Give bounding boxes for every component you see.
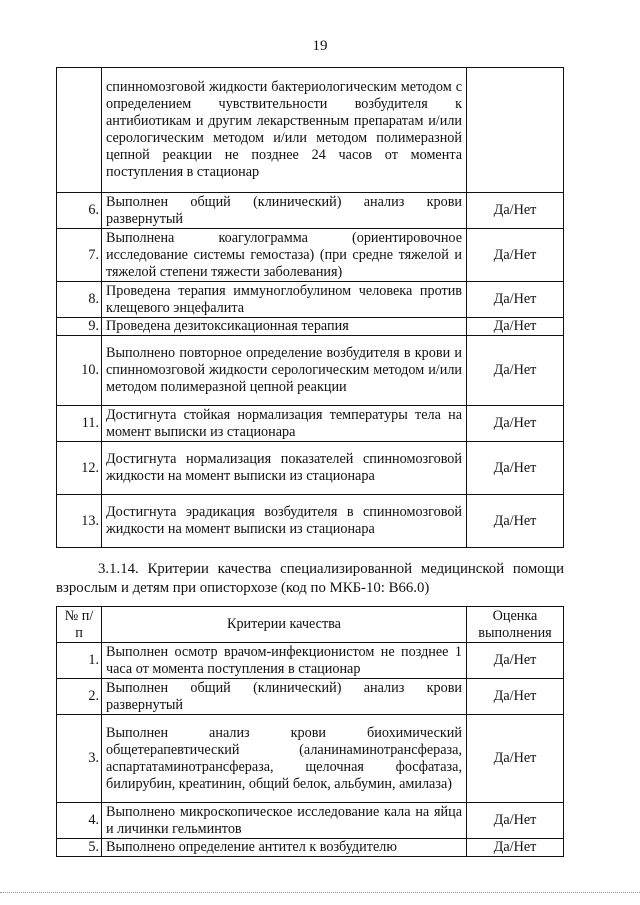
row-result	[467, 68, 564, 193]
row-result: Да/Нет	[467, 282, 564, 318]
row-number: 3.	[57, 715, 102, 803]
row-criterion: Достигнута стойкая нормализация температуры тела на момент выписки из стационара	[102, 406, 467, 442]
row-criterion: Выполнен анализ крови биохимический общетерапевтический (аланинаминотрансфераза, аспартатаминотрансфераза, щелочная фосфатаза, билирубин, креатинин, общий белок, альбумин, амилаза)	[102, 715, 467, 803]
row-criterion: Выполнено микроскопическое исследование кала на яйца и личинки гельминтов	[102, 803, 467, 839]
row-result: Да/Нет	[467, 229, 564, 282]
table-row	[57, 715, 564, 803]
row-number: 2.	[57, 679, 102, 715]
row-number: 6.	[57, 193, 102, 229]
row-number: 13.	[57, 495, 102, 548]
table-row	[57, 442, 564, 495]
row-result: Да/Нет	[467, 839, 564, 857]
row-number: 10.	[57, 336, 102, 406]
table-row	[57, 643, 564, 679]
table-row	[57, 336, 564, 406]
row-result: Да/Нет	[467, 318, 564, 336]
row-criterion: Достигнута нормализация показателей спинномозговой жидкости на момент выписки из стационара	[102, 442, 467, 495]
row-criterion: Достигнута эрадикация возбудителя в спинномозговой жидкости на момент выписки из стационара	[102, 495, 467, 548]
row-result: Да/Нет	[467, 336, 564, 406]
row-number: 7.	[57, 229, 102, 282]
row-number: 12.	[57, 442, 102, 495]
table-row	[57, 839, 564, 857]
row-criterion: спинномозговой жидкости бактериологическим методом с определением чувствительности возбудителя к антибиотикам и другим лекарственным препаратам и/или серологическим методом и/или методом полимеразной цепной реакции не позднее 24 часов от момента поступления в стационар	[102, 68, 467, 193]
row-criterion: Проведена дезитоксикационная терапия	[102, 318, 467, 336]
row-number	[57, 68, 102, 193]
table-row	[57, 193, 564, 229]
header-num: № п/п	[57, 607, 102, 643]
row-result: Да/Нет	[467, 495, 564, 548]
table-header-row	[57, 607, 564, 643]
table-row	[57, 68, 564, 193]
row-number: 11.	[57, 406, 102, 442]
table-row	[57, 318, 564, 336]
page-number: 19	[312, 38, 328, 54]
row-result: Да/Нет	[467, 643, 564, 679]
header-criteria: Критерии качества	[102, 607, 467, 643]
table-row	[57, 282, 564, 318]
row-result: Да/Нет	[467, 193, 564, 229]
row-result: Да/Нет	[467, 406, 564, 442]
row-criterion: Выполнен общий (клинический) анализ крови развернутый	[102, 679, 467, 715]
row-number: 4.	[57, 803, 102, 839]
row-result: Да/Нет	[467, 803, 564, 839]
row-number: 8.	[57, 282, 102, 318]
row-result: Да/Нет	[467, 679, 564, 715]
row-criterion: Выполнен общий (клинический) анализ крови развернутый	[102, 193, 467, 229]
table-row	[57, 406, 564, 442]
header-result: Оценка выполнения	[467, 607, 564, 643]
section-heading: 3.1.14. Критерии качества специализированной медицинской помощи взрослым и детям при описторхозе (код по МКБ-10: B66.0)	[56, 561, 564, 596]
table-row	[57, 803, 564, 839]
row-criterion: Проведена терапия иммуноглобулином человека против клещевого энцефалита	[102, 282, 467, 318]
criteria-table-1	[56, 67, 564, 548]
criteria-table-2	[56, 606, 564, 857]
row-criterion: Выполнен осмотр врачом-инфекционистом не позднее 1 часа от момента поступления в стационар	[102, 643, 467, 679]
row-number: 9.	[57, 318, 102, 336]
table-row	[57, 679, 564, 715]
page-bottom-edge	[0, 892, 640, 896]
table-row	[57, 229, 564, 282]
row-criterion: Выполнено определение антител к возбудителю	[102, 839, 467, 857]
row-criterion: Выполнено повторное определение возбудителя в крови и спинномозговой жидкости серологическим методом и/или методом полимеразной цепной реакции	[102, 336, 467, 406]
row-result: Да/Нет	[467, 715, 564, 803]
table-row	[57, 495, 564, 548]
row-criterion: Выполнена коагулограмма (ориентировочное исследование системы гемостаза) (при средне тяжелой и тяжелой степени тяжести заболевания)	[102, 229, 467, 282]
row-number: 1.	[57, 643, 102, 679]
row-result: Да/Нет	[467, 442, 564, 495]
row-number: 5.	[57, 839, 102, 857]
